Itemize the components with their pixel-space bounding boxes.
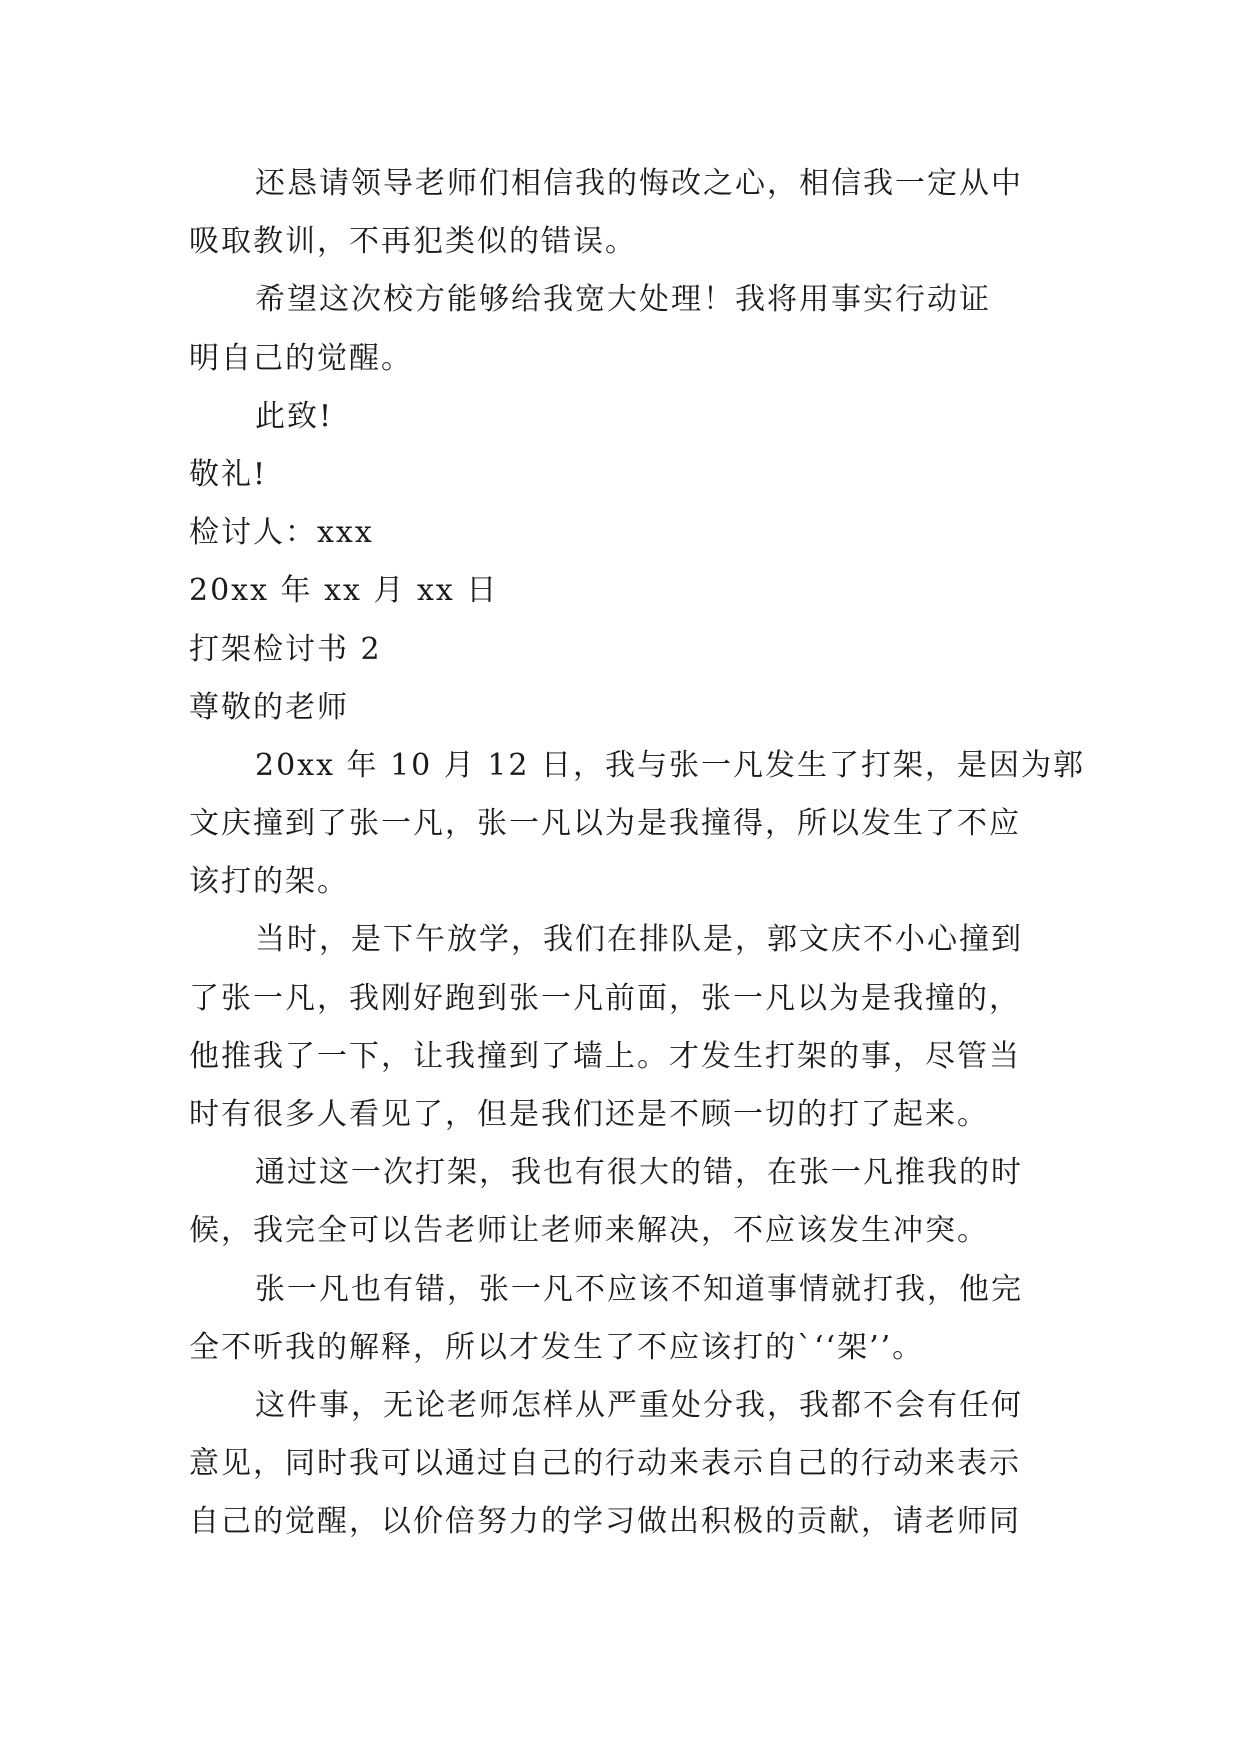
paragraph-line: 全不听我的解释，所以才发生了不应该打的`‘‘架’’。 xyxy=(189,1329,925,1365)
paragraph-line: 希望这次校方能够给我宽大处理！我将用事实行动证 xyxy=(255,282,991,318)
paragraph-line: 张一凡也有错，张一凡不应该不知道事情就打我，他完 xyxy=(255,1271,1023,1307)
paragraph-line: 该打的架。 xyxy=(189,864,349,900)
paragraph-line: 他推我了一下，让我撞到了墙上。才发生打架的事，尽管当 xyxy=(189,1038,1021,1074)
closing-regards: 敬礼! xyxy=(189,456,268,492)
document-body xyxy=(189,155,1086,1552)
paragraph-line: 当时，是下午放学，我们在排队是，郭文庆不小心撞到 xyxy=(255,922,1023,958)
section-title: 打架检讨书 2 xyxy=(189,631,382,667)
paragraph-line: 通过这一次打架，我也有很大的错，在张一凡推我的时 xyxy=(255,1155,1023,1191)
paragraph-line: 吸取教训，不再犯类似的错误。 xyxy=(189,224,637,260)
signature-line: 检讨人：xxx xyxy=(189,515,374,551)
paragraph-line: 明自己的觉醒。 xyxy=(189,340,413,376)
paragraph-line: 了张一凡，我刚好跑到张一凡前面，张一凡以为是我撞的， xyxy=(189,980,1021,1016)
greeting-line: 尊敬的老师 xyxy=(189,689,349,725)
paragraph-line: 20xx 年 10 月 12 日，我与张一凡发生了打架，是因为郭 xyxy=(255,747,1086,783)
paragraph-line: 文庆撞到了张一凡，张一凡以为是我撞得，所以发生了不应 xyxy=(189,806,1021,842)
date-line: 20xx 年 xx 月 xx 日 xyxy=(189,573,499,609)
paragraph-line: 还恳请领导老师们相信我的悔改之心，相信我一定从中 xyxy=(255,166,1023,201)
paragraph-line: 时有很多人看见了，但是我们还是不顾一切的打了起来。 xyxy=(189,1097,989,1132)
closing-salutation: 此致! xyxy=(255,398,334,434)
paragraph-line: 意见，同时我可以通过自己的行动来表示自己的行动来表示 xyxy=(189,1446,1021,1482)
paragraph-line: 自己的觉醒，以价倍努力的学习做出积极的贡献，请老师同 xyxy=(189,1504,1021,1540)
paragraph-line: 候，我完全可以告老师让老师来解决，不应该发生冲突。 xyxy=(189,1213,989,1249)
paragraph-line: 这件事，无论老师怎样从严重处分我，我都不会有任何 xyxy=(255,1387,1023,1423)
